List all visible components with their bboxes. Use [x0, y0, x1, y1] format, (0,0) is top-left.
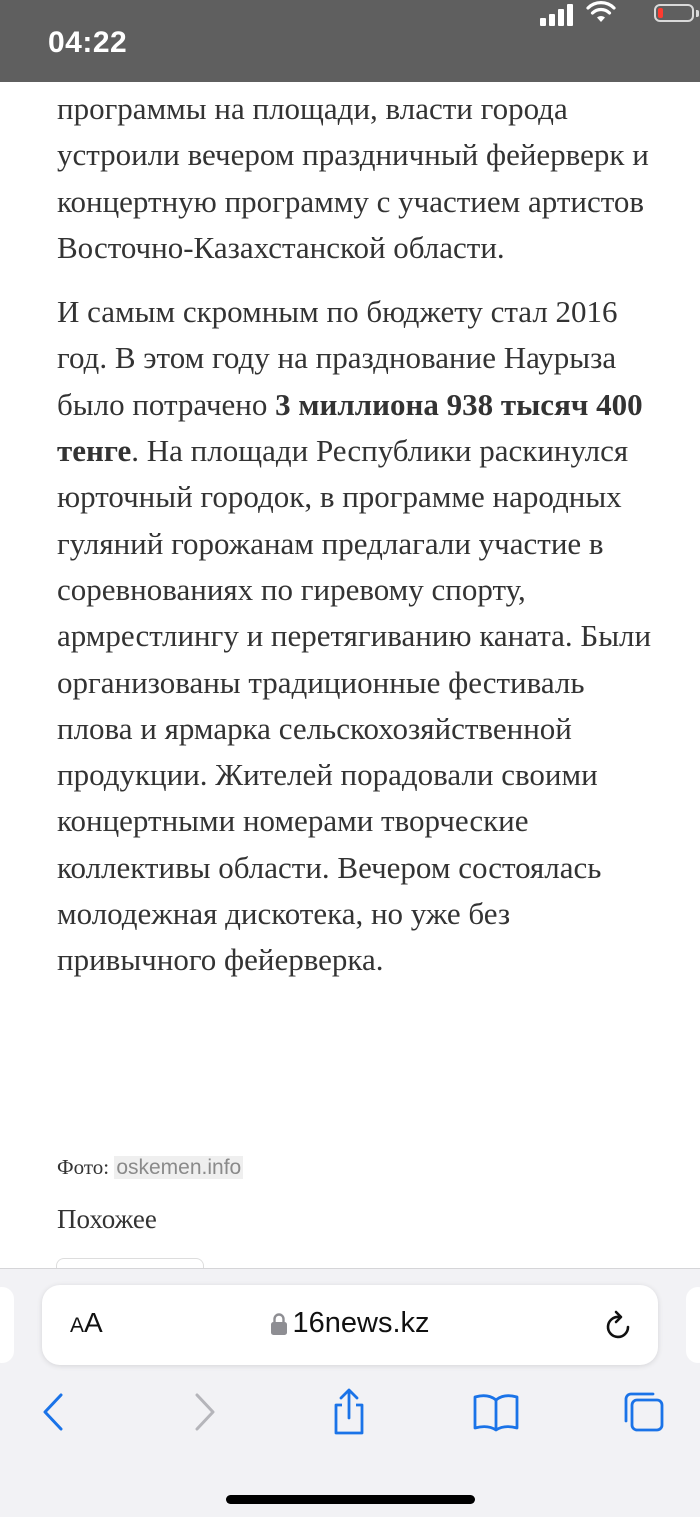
- tabs-icon: [622, 1390, 666, 1434]
- share-button[interactable]: [319, 1387, 379, 1437]
- photo-source-link[interactable]: oskemen.info: [116, 1156, 242, 1179]
- similar-heading: Похожее: [57, 1204, 157, 1234]
- home-indicator: [226, 1495, 475, 1504]
- back-icon: [41, 1392, 67, 1432]
- lock-icon: [270, 1312, 288, 1336]
- next-tab-peek[interactable]: [686, 1287, 700, 1363]
- wifi-icon: [586, 0, 616, 24]
- reader-settings-button[interactable]: AA: [70, 1307, 103, 1338]
- previous-tab-peek[interactable]: [0, 1287, 14, 1363]
- url-text[interactable]: 16news.kz: [292, 1307, 430, 1339]
- battery-icon: [654, 4, 694, 22]
- article-paragraph: программы на площади, власти города устроили вечером праздничный фейерверк и концертную программу с участием артистов Восточно-Казахстанской области.: [57, 91, 649, 265]
- paragraph-text: . На площади Республики раскинулся юрточный городок, в программе народных гуляний горожанам предлагали участие в соревнованиях по гиревому спорту, армрестлингу и перетягиванию каната. Были организованы традиционные фестиваль плова и ярмарка сельскохозяйственной продукции. Жителей порадовали своими концертными номерами творческие коллективы области. Вечером состоялась молодежная дискотека, но уже без привычного фейерверка.: [57, 433, 652, 978]
- forward-icon: [191, 1392, 217, 1432]
- status-bar: [0, 0, 700, 82]
- photo-label: Фото:: [57, 1155, 115, 1179]
- cellular-signal-icon: [540, 4, 572, 26]
- status-time: 04:22: [48, 26, 128, 59]
- share-icon: [329, 1388, 369, 1436]
- forward-button[interactable]: [174, 1387, 234, 1437]
- back-button[interactable]: [24, 1387, 84, 1437]
- article-body: [57, 86, 657, 984]
- article-paragraph: [57, 289, 657, 983]
- paragraph-text: И самым скромным по бюджету стал 2016 год. В этом году на празднование Наурыза было потрачено: [57, 294, 618, 422]
- browser-toolbar: [0, 1387, 700, 1447]
- bookmarks-icon: [472, 1392, 520, 1432]
- photo-credit: [57, 1150, 243, 1185]
- browser-bottom-bar: [0, 1268, 700, 1517]
- tabs-button[interactable]: [614, 1387, 674, 1437]
- address-bar[interactable]: [42, 1285, 658, 1365]
- bookmarks-button[interactable]: [466, 1387, 526, 1437]
- reload-icon[interactable]: [604, 1309, 634, 1341]
- budget-amount: 3 миллиона 938 тысяч 400 тенге: [57, 386, 643, 469]
